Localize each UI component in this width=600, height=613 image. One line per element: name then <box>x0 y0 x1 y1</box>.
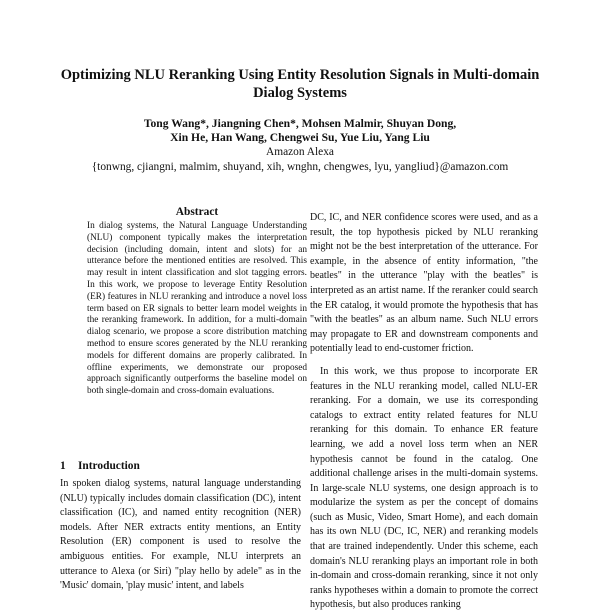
abstract-paragraph: In dialog systems, the Natural Language Understanding (NLU) component typically makes the interpretation decision (including domain, intent and slots) for an utterance before the mentioned entities are resolved. This may result in intent classification and slot tagging errors. In this work, we propose to leverage Entity Resolution (ER) features in NLU reranking and introduce a novel loss term based on ER signals to better learn model weights in the reranking framework. In addition, for a multi-domain dialog scenario, we propose a score distribution matching method to ensure scores generated by the NLU reranking models for different domains are properly calibrated. In offline experiments, we demonstrate our proposed approach significantly outperforms the baseline model on both single-domain and cross-domain evaluations. <box>87 221 307 397</box>
abstract-body <box>87 221 307 398</box>
right-column-paragraph-1: DC, IC, and NER confidence scores were used, and as a result, the top hypothesis picked by NLU reranking might not be the best interpretation of the utterance. For example, in the absence of entity information, "the beatles" in the utterance "play with the beatles" is interpreted as an artist name. If the reranker could search the ER catalog, it would promote the hypothesis that has "with the beatles" as an album name. Such NLU errors may propagate to ER and downstream components and potentially lead to end-customer friction. <box>310 212 538 355</box>
right-column-body <box>310 211 538 611</box>
section-title: Introduction <box>78 460 140 472</box>
affiliation: Amazon Alexa <box>265 146 334 158</box>
author-list <box>60 117 540 145</box>
introduction-body <box>60 477 301 600</box>
author-emails: {tonwng, cjiangni, malmim, shuyand, xih, wnghn, chengwes, lyu, yangliud}@amazon.com <box>91 161 509 173</box>
authors-line-1: Tong Wang*, Jiangning Chen*, Mohsen Malmir, Shuyan Dong, <box>143 117 457 130</box>
introduction-heading <box>60 459 300 473</box>
authors-line-2: Xin He, Han Wang, Chengwei Su, Yue Liu, Yang Liu <box>170 131 430 144</box>
introduction-paragraph: In spoken dialog systems, natural language understanding (NLU) typically includes domain classification (DC), intent classification (IC), and named entity recognition (NER) models. After NER extracts entity mentions, an Entity Resolution (ER) component is used to resolve the ambiguous entities. For example, NLU interprets an utterance to Alexa (or Siri) "play hello by adele" as in the 'Music' domain, 'play music' intent, and labels <box>60 478 301 592</box>
section-number: 1 <box>60 460 66 472</box>
abstract-heading: Abstract <box>175 206 219 218</box>
paper-title: Optimizing NLU Reranking Using Entity Resolution Signals in Multi-domain Dialog Systems <box>60 67 540 101</box>
right-column-paragraph-2: In this work, we thus propose to incorporate ER features in the NLU reranking model, called NLU-ER reranking. For a domain, we use its corresponding catalogs to extract entity related features for NLU reranking for this domain. To enhance ER feature learning, we add a novel loss term when an NER hypothesis cannot be found in the catalog. One additional challenge arises in the multi-domain systems. In large-scale NLU systems, one design approach is to modularize the system as per the concept of domains (such as Music, Video, Smart Home), and each domain has its own NLU (DC, IC, NER) and reranking models that are trained independently. Under this scheme, each domain's NLU reranking plays an important role in both in-domain and cross-domain reranking, since it not only ranks hypotheses within a domain to promote the correct hypothesis, but also produces ranking <box>310 365 538 611</box>
